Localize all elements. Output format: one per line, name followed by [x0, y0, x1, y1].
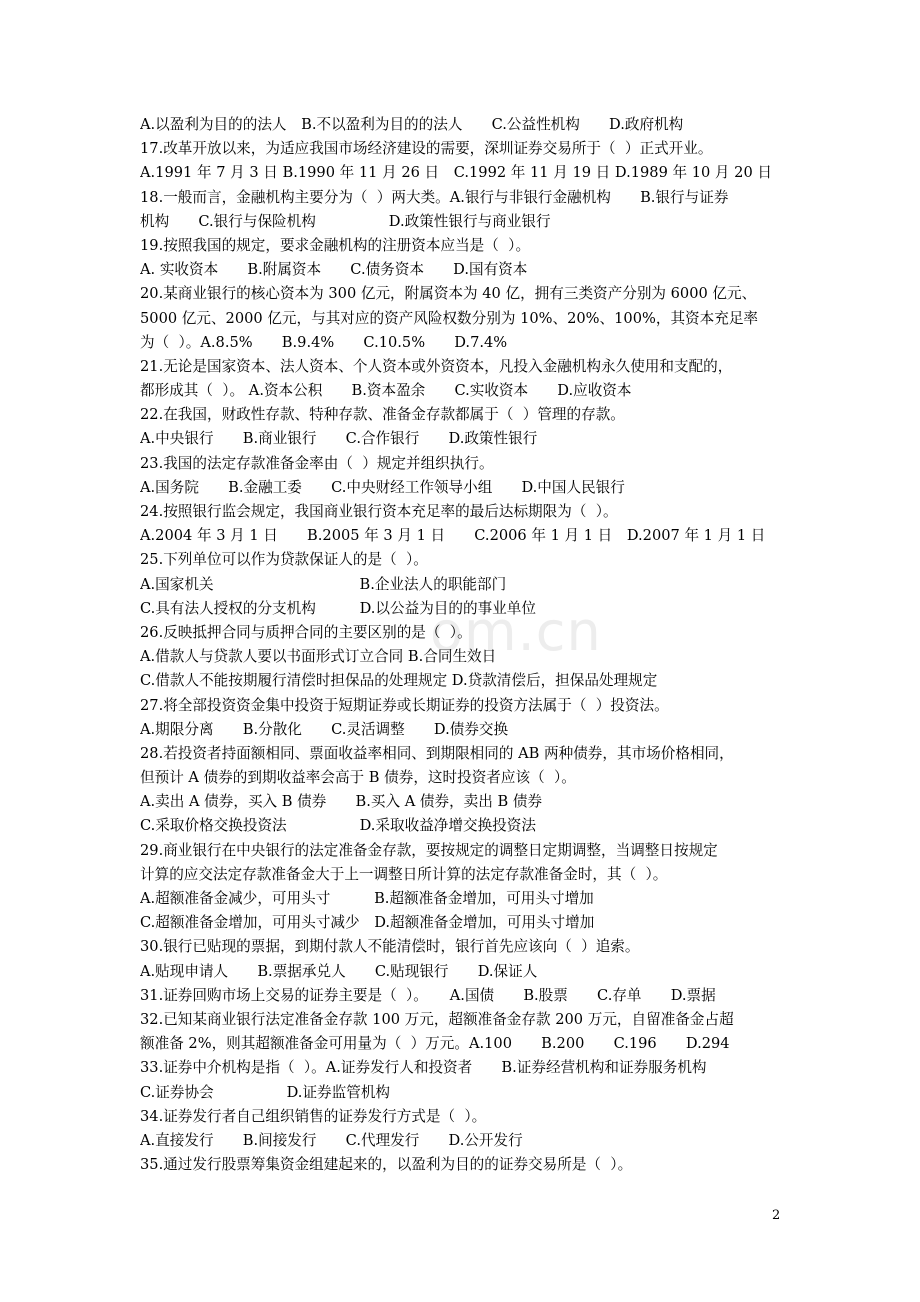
- text-line: 30.银行已贴现的票据，到期付款人不能清偿时，银行首先应该向（ ）追索。: [140, 938, 640, 956]
- text-line: A.超额准备金减少，可用头寸 B.超额准备金增加，可用头寸增加: [140, 890, 594, 907]
- text-line: A.国家机关 B.企业法人的职能部门: [140, 575, 507, 593]
- text-line: C.采取价格交换投资法 D.采取收益净增交换投资法: [140, 817, 536, 835]
- text-line: 24.按照银行监会规定，我国商业银行资本充足率的最后达标期限为（ ）。: [140, 503, 618, 520]
- page-number: 2: [772, 1208, 781, 1223]
- text-line: C.证券协会 D.证券监管机构: [140, 1083, 391, 1101]
- text-line: A.贴现申请人 B.票据承兑人 C.贴现银行 D.保证人: [140, 962, 538, 980]
- text-line: C.借款人不能按期履行清偿时担保品的处理规定 D.贷款清偿后，担保品处理规定: [140, 672, 658, 690]
- question-text-block: [140, 113, 785, 1177]
- text-line: 27.将全部投资资金集中投资于短期证券或长期证券的投资方法属于（ ）投资法。: [140, 696, 669, 714]
- text-line: 22.在我国，财政性存款、特种存款、准备金存款都属于（ ）管理的存款。: [140, 406, 625, 424]
- text-line: 34.证券发行者自己组织销售的证券发行方式是（ ）。: [140, 1107, 487, 1125]
- text-line: 25.下列单位可以作为贷款保证人的是（ ）。: [140, 551, 428, 569]
- text-line: 29.商业银行在中央银行的法定准备金存款，要按规定的调整日定期调整，当调整日按规定: [140, 841, 718, 859]
- text-line: 35.通过发行股票筹集资金组建起来的，以盈利为目的的证券交易所是（ ）。: [140, 1156, 633, 1174]
- text-line: 26.反映抵押合同与质押合同的主要区别的是（ ）。: [140, 623, 472, 641]
- text-line: 23.我国的法定存款准备金率由（ ）规定并组织执行。: [140, 454, 494, 472]
- text-line: 28.若投资者持面额相同、票面收益率相同、到期限相同的 AB 两种债券，其市场价格相同，: [140, 744, 734, 762]
- text-line: 额准备 2%，则其超额准备金可用量为（ ）万元。A.100 B.200 C.196 D.294: [140, 1035, 730, 1053]
- text-line: 5000 亿元、2000 亿元，与其对应的资产风险权数分别为 10%、20%、100%，其资本充足率: [140, 309, 759, 327]
- text-line: C.具有法人授权的分支机构 D.以公益为目的的事业单位: [140, 599, 536, 617]
- text-line: 18.一般而言，金融机构主要分为（ ）两大类。A.银行与非银行金融机构 B.银行与证券: [140, 188, 729, 206]
- text-line: 计算的应交法定存款准备金大于上一调整日所计算的法定存款准备金时，其（ ）。: [140, 865, 668, 883]
- text-line: 都形成其（ ）。 A.资本公积 B.资本盈余 C.实收资本 D.应收资本: [140, 382, 632, 400]
- text-line: 17.改革开放以来，为适应我国市场经济建设的需要，深圳证券交易所于（ ）正式开业。: [140, 140, 713, 158]
- text-line: A.卖出 A 债券，买入 B 债券 B.买入 A 债券，卖出 B 债券: [140, 793, 543, 811]
- text-line: 32.已知某商业银行法定准备金存款 100 万元，超额准备金存款 200 万元，自留准备金占超: [140, 1010, 734, 1028]
- watermark: om.cn: [430, 600, 602, 663]
- text-line: A.1991 年 7 月 3 日 B.1990 年 11 月 26 日 C.1992 年 11 月 19 日 D.1989 年 10 月 20 日: [140, 164, 772, 182]
- text-line: A. 实收资本 B.附属资本 C.债务资本 D.国有资本: [140, 261, 528, 279]
- text-line: A.借款人与贷款人要以书面形式订立合同 B.合同生效日: [140, 648, 497, 666]
- text-line: 19.按照我国的规定，要求金融机构的注册资本应当是（ ）。: [140, 236, 531, 254]
- text-line: 21.无论是国家资本、法人资本、个人资本或外资资本，凡投入金融机构永久使用和支配的，: [140, 357, 733, 375]
- text-line: A.直接发行 B.间接发行 C.代理发行 D.公开发行: [140, 1131, 523, 1149]
- text-line: 31.证券回购市场上交易的证券主要是（ ）。 A.国债 B.股票 C.存单 D.票据: [140, 986, 716, 1004]
- text-line: 20.某商业银行的核心资本为 300 亿元，附属资本为 40 亿，拥有三类资产分别为 6000 亿元、: [140, 285, 757, 303]
- text-line: 但预计 A 债券的到期收益率会高于 B 债券，这时投资者应该（ ）。: [140, 769, 576, 787]
- text-line: A.以盈利为目的的法人 B.不以盈利为目的的法人 C.公益性机构 D.政府机构: [140, 116, 684, 133]
- text-line: A.中央银行 B.商业银行 C.合作银行 D.政策性银行: [140, 430, 538, 448]
- text-line: 为（ ）。A.8.5% B.9.4% C.10.5% D.7.4%: [140, 333, 508, 351]
- text-line: A.2004 年 3 月 1 日 B.2005 年 3 月 1 日 C.2006 年 1 月 1 日 D.2007 年 1 月 1 日: [140, 527, 766, 545]
- text-line: 33.证券中介机构是指（ ）。A.证券发行人和投资者 B.证券经营机构和证券服务机构: [140, 1059, 707, 1077]
- text-line: C.超额准备金增加，可用头寸减少 D.超额准备金增加，可用头寸增加: [140, 914, 595, 932]
- text-line: 机构 C.银行与保险机构 D.政策性银行与商业银行: [140, 212, 551, 230]
- text-line: A.国务院 B.金融工委 C.中央财经工作领导小组 D.中国人民银行: [140, 478, 625, 496]
- text-line: A.期限分离 B.分散化 C.灵活调整 D.债券交换: [140, 720, 509, 738]
